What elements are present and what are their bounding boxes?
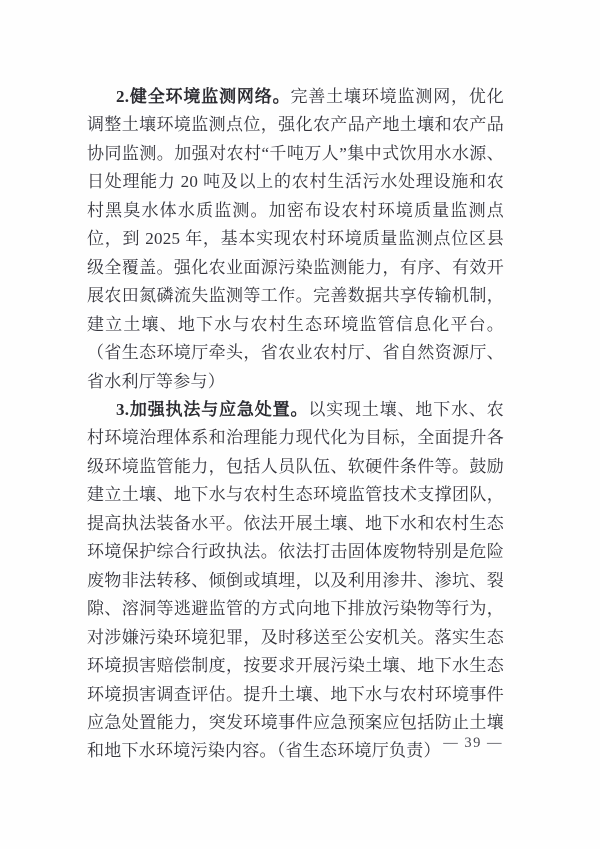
paragraph-body-text: 完善土壤环境监测网，优化调整土壤环境监测点位，强化农产品产地土壤和农产品协同监测。加强对农村“千吨万人”集中式饮用水水源、日处理能力 20 吨及以上的农村生活污水处理设施和农村黑臭水体水质监测。加密布设农村环境质量监测点位，到 2025 年，基本实现农村环境质量监测点位区县级全覆盖。强化农业面源污染监测能力，有序、有效开展农田氮磷流失监测等工作。完善数据共享传输机制，建立土壤、地下水与农村生态环境监管信息化平台。（省生态环境厅牵头，省农业农村厅、省自然资源厅、省水利厅等参与） (87, 87, 505, 391)
paragraph-monitoring-network (87, 83, 504, 396)
paragraph-enforcement-response (87, 396, 504, 766)
paragraph-body-text: 以实现土壤、地下水、农村环境治理体系和治理能力现代化为目标，全面提升各级环境监管能力，包括人员队伍、软硬件条件等。鼓励建立土壤、地下水与农村生态环境监管技术支撑团队，提高执法装备水平。依法开展土壤、地下水和农村生态环境保护综合行政执法。依法打击固体废物特别是危险废物非法转移、倾倒或填埋，以及利用渗井、渗坑、裂隙、溶洞等逃避监管的方式向地下排放污染物等行为，对涉嫌污染环境犯罪，及时移送至公安机关。落实生态环境损害赔偿制度，按要求开展污染土壤、地下水生态环境损害调查评估。提升土壤、地下水与农村环境事件应急处置能力，突发环境事件应急预案应包括防止土壤和地下水环境污染内容。（省生态环境厅负责） (87, 399, 505, 761)
document-body (87, 83, 504, 766)
paragraph-heading: 2.健全环境监测网络。 (116, 87, 291, 106)
page-number: — 39 — (443, 735, 503, 751)
paragraph-heading: 3.加强执法与应急处置。 (116, 399, 309, 419)
